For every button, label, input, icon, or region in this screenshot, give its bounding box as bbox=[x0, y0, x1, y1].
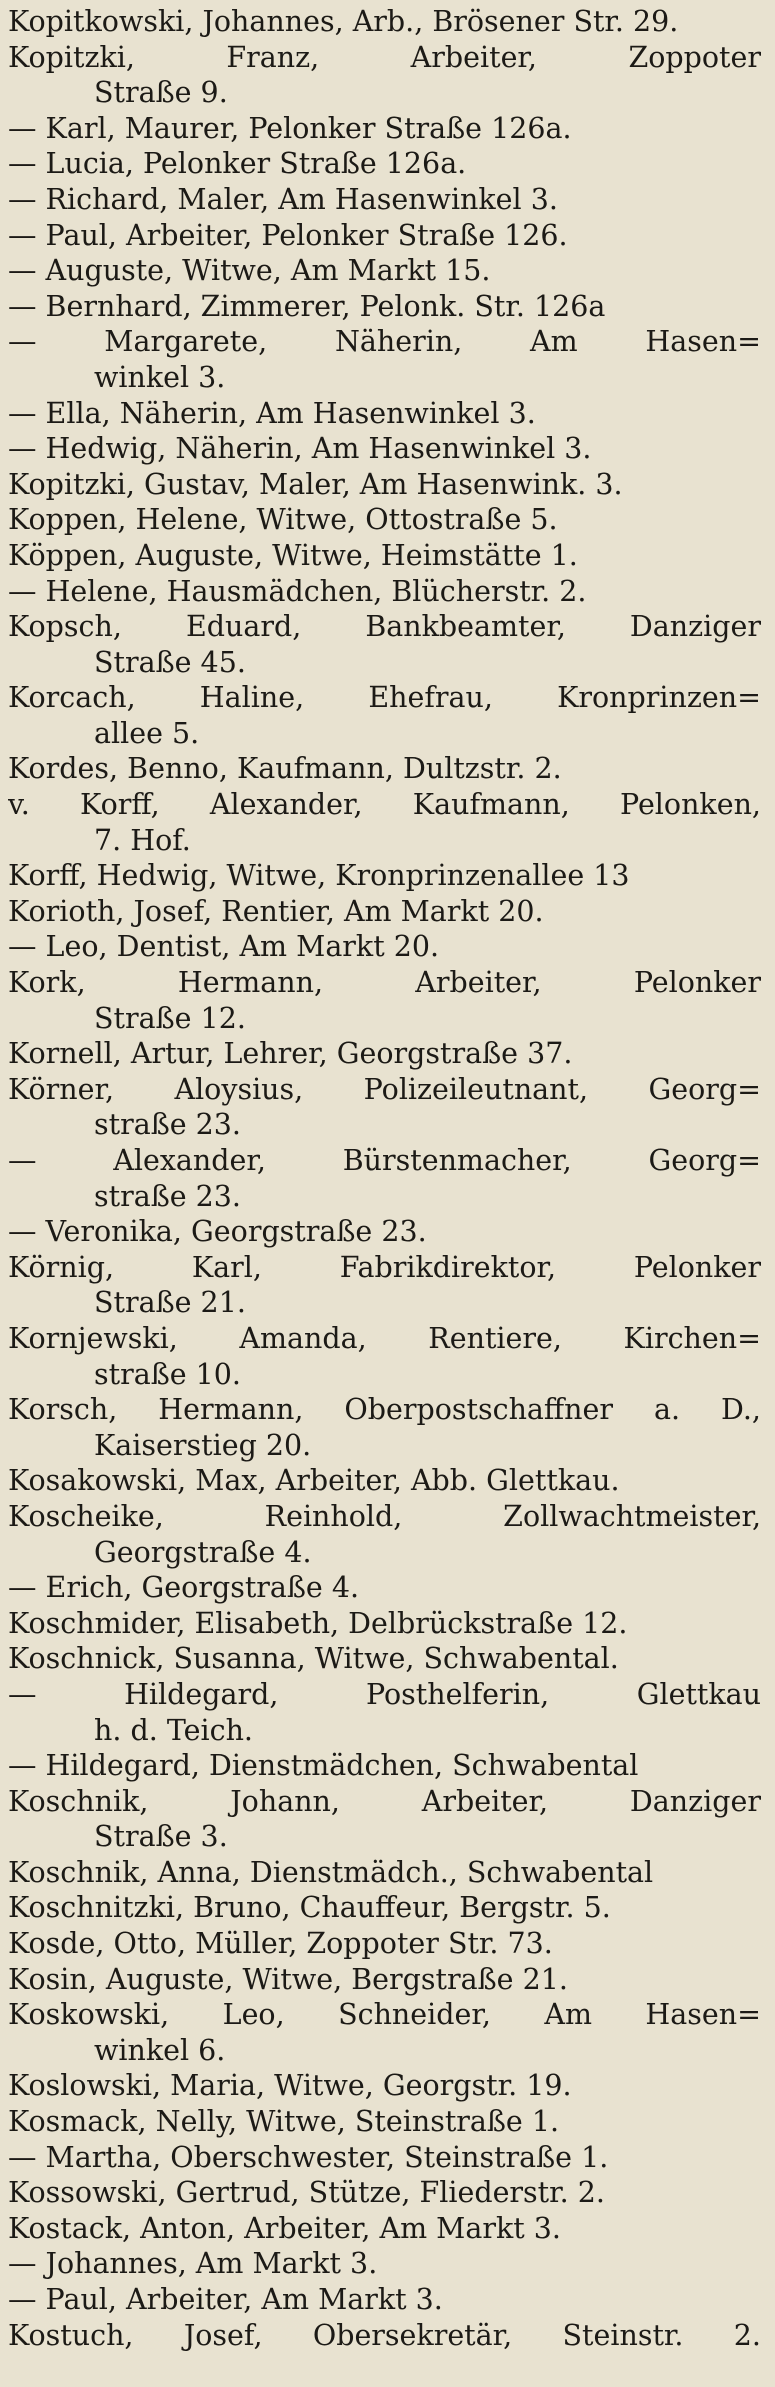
directory-entry-line: — Margarete, Näherin, Am Hasen= bbox=[8, 325, 761, 359]
directory-entry-line: Köppen, Auguste, Witwe, Heimstätte 1. bbox=[8, 538, 578, 572]
directory-entry-line: Koschnik, Johann, Arbeiter, Danziger bbox=[8, 1784, 761, 1818]
directory-entry-line: Koschmider, Elisabeth, Delbrückstraße 12. bbox=[8, 1606, 628, 1640]
directory-entry-line: — Bernhard, Zimmerer, Pelonk. Str. 126a bbox=[8, 289, 606, 323]
directory-entry-line: Kosakowski, Max, Arbeiter, Abb. Glettkau. bbox=[8, 1464, 620, 1498]
directory-entry-line: Korff, Hedwig, Witwe, Kronprinzenallee 13 bbox=[8, 859, 630, 893]
directory-entry-line: — Paul, Arbeiter, Pelonker Straße 126. bbox=[8, 218, 568, 252]
entry-continuation-line: straße 10. bbox=[94, 1357, 241, 1391]
directory-entry-line: Koskowski, Leo, Schneider, Am Hasen= bbox=[8, 1998, 761, 2032]
directory-entry-line: — Veronika, Georgstraße 23. bbox=[8, 1215, 427, 1249]
directory-entry-line: Körner, Aloysius, Polizeileutnant, Georg= bbox=[8, 1072, 761, 1106]
directory-entry-line: Korsch, Hermann, Oberpostschaffner a. D., bbox=[8, 1393, 761, 1427]
directory-entry-line: Kornjewski, Amanda, Rentiere, Kirchen= bbox=[8, 1321, 761, 1355]
entry-continuation-line: straße 23. bbox=[94, 1108, 241, 1142]
directory-entry-line: Kosde, Otto, Müller, Zoppoter Str. 73. bbox=[8, 1927, 553, 1961]
directory-entry-line: Körnig, Karl, Fabrikdirektor, Pelonker bbox=[8, 1250, 761, 1284]
entry-continuation-line: winkel 3. bbox=[94, 360, 226, 394]
directory-entry-line: — Hedwig, Näherin, Am Hasenwinkel 3. bbox=[8, 432, 592, 466]
directory-entry-line: Kopsch, Eduard, Bankbeamter, Danziger bbox=[8, 610, 761, 644]
directory-entry-line: — Karl, Maurer, Pelonker Straße 126a. bbox=[8, 111, 572, 145]
directory-entry-line: — Martha, Oberschwester, Steinstraße 1. bbox=[8, 2140, 609, 2174]
directory-entry-line: — Hildegard, Posthelferin, Glettkau bbox=[8, 1677, 761, 1711]
entry-continuation-line: Straße 3. bbox=[94, 1820, 228, 1854]
entry-continuation-line: Straße 12. bbox=[94, 1001, 246, 1035]
directory-entry-line: — Leo, Dentist, Am Markt 20. bbox=[8, 930, 440, 964]
directory-entry-line: — Hildegard, Dienstmädchen, Schwabental bbox=[8, 1749, 639, 1783]
directory-entry-line: Koscheike, Reinhold, Zollwachtmeister, bbox=[8, 1499, 761, 1533]
directory-entry-line: — Alexander, Bürstenmacher, Georg= bbox=[8, 1144, 761, 1177]
directory-entry-line: Kopitkowski, Johannes, Arb., Brösener Str. 29. bbox=[8, 5, 679, 38]
entry-continuation-line: Straße 21. bbox=[94, 1286, 246, 1320]
entry-continuation-line: winkel 6. bbox=[94, 2033, 226, 2067]
entry-continuation-line: Georgstraße 4. bbox=[94, 1535, 312, 1569]
directory-entry-line: Kordes, Benno, Kaufmann, Dultzstr. 2. bbox=[8, 752, 562, 786]
directory-entry-line: — Helene, Hausmädchen, Blücherstr. 2. bbox=[8, 574, 587, 608]
directory-entry-line: — Auguste, Witwe, Am Markt 15. bbox=[8, 254, 491, 288]
directory-entry-line: Koschnik, Anna, Dienstmädch., Schwabental bbox=[8, 1855, 654, 1889]
directory-entry-line: — Paul, Arbeiter, Am Markt 3. bbox=[8, 2283, 443, 2316]
directory-entry-line: v. Korff, Alexander, Kaufmann, Pelonken, bbox=[8, 788, 761, 822]
directory-entry-line: — Richard, Maler, Am Hasenwinkel 3. bbox=[8, 182, 558, 216]
directory-entry-line: Kostack, Anton, Arbeiter, Am Markt 3. bbox=[8, 2211, 561, 2245]
entry-continuation-line: allee 5. bbox=[94, 716, 200, 750]
entry-continuation-line: Kaiserstieg 20. bbox=[94, 1428, 312, 1462]
directory-entry-line: Koschnick, Susanna, Witwe, Schwabental. bbox=[8, 1642, 619, 1676]
directory-entry-line: Koschnitzki, Bruno, Chauffeur, Bergstr. 5. bbox=[8, 1891, 611, 1925]
directory-entry-line: — Erich, Georgstraße 4. bbox=[8, 1571, 360, 1605]
entry-continuation-line: 7. Hof. bbox=[94, 823, 191, 857]
entry-continuation-line: Straße 45. bbox=[94, 645, 246, 679]
directory-entry-line: Korioth, Josef, Rentier, Am Markt 20. bbox=[8, 894, 544, 928]
directory-entry-line: Koppen, Helene, Witwe, Ottostraße 5. bbox=[8, 503, 558, 537]
directory-entry-line: Kopitzki, Gustav, Maler, Am Hasenwink. 3. bbox=[8, 467, 623, 501]
directory-entry-line: — Ella, Näherin, Am Hasenwinkel 3. bbox=[8, 396, 536, 430]
entry-continuation-line: Straße 9. bbox=[94, 76, 228, 110]
directory-entry-line: Kosmack, Nelly, Witwe, Steinstraße 1. bbox=[8, 2105, 560, 2139]
directory-entry-line: Kosin, Auguste, Witwe, Bergstraße 21. bbox=[8, 1962, 568, 1996]
directory-entry-line: Kossowski, Gertrud, Stütze, Fliederstr. 2. bbox=[8, 2176, 605, 2210]
directory-entry-line: Kopitzki, Franz, Arbeiter, Zoppoter bbox=[8, 40, 761, 74]
entry-continuation-line: h. d. Teich. bbox=[94, 1713, 253, 1747]
directory-entry-line: Korcach, Haline, Ehefrau, Kronprinzen= bbox=[8, 681, 761, 715]
entry-continuation-line: straße 23. bbox=[94, 1179, 241, 1213]
directory-entry-line: — Lucia, Pelonker Straße 126a. bbox=[8, 147, 467, 181]
directory-entry-line: Koslowski, Maria, Witwe, Georgstr. 19. bbox=[8, 2069, 572, 2103]
directory-entry-line: Kostuch, Josef, Obersekretär, Steinstr. 2. bbox=[8, 2318, 761, 2352]
directory-entry-line: Kork, Hermann, Arbeiter, Pelonker bbox=[8, 966, 761, 1000]
directory-entry-line: — Johannes, Am Markt 3. bbox=[8, 2247, 378, 2281]
directory-entry-line: Kornell, Artur, Lehrer, Georgstraße 37. bbox=[8, 1037, 573, 1071]
